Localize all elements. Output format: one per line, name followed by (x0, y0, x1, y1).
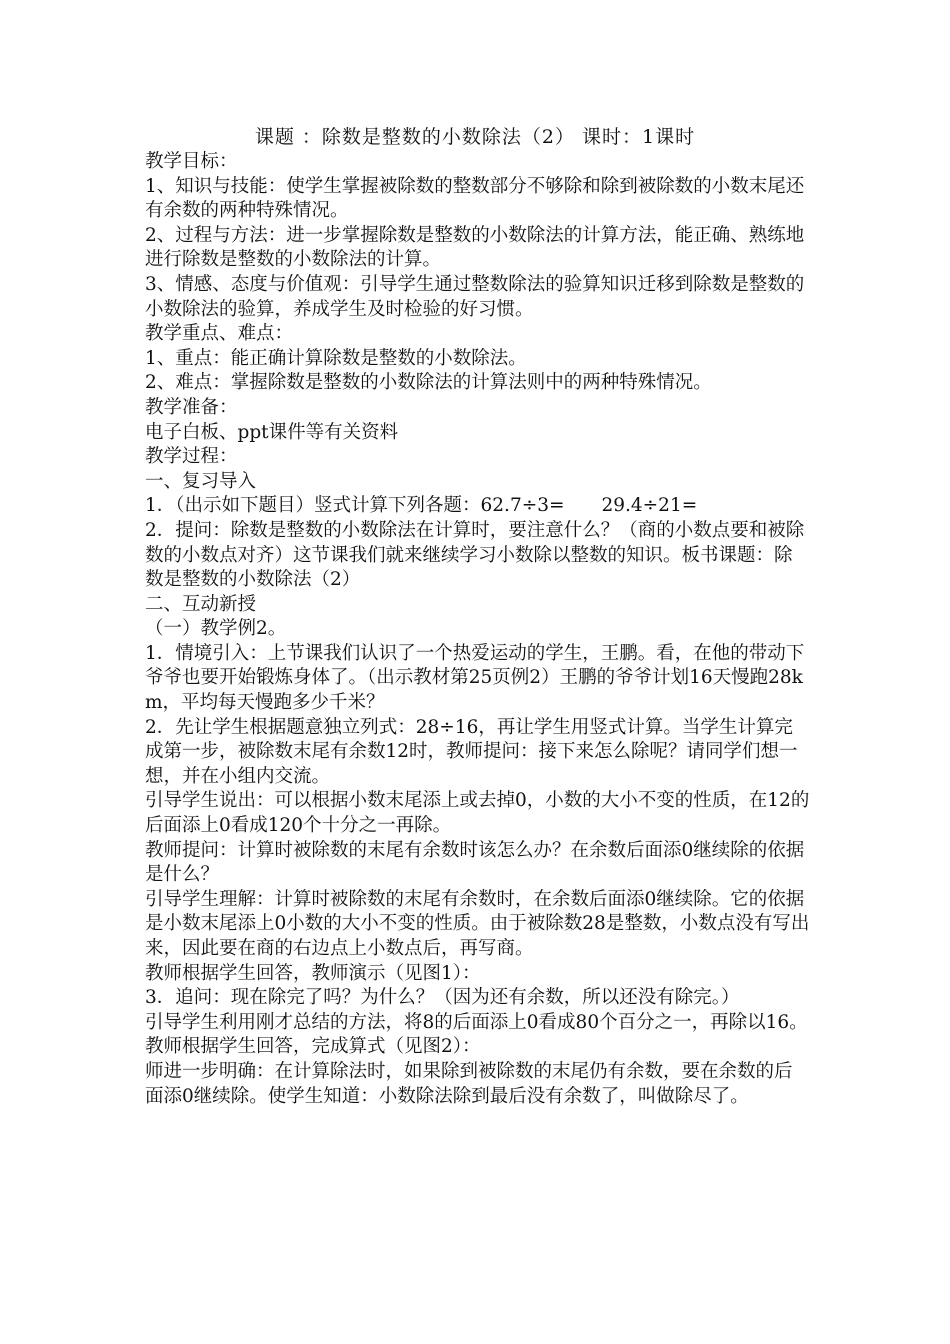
paragraph: 教学重点、难点： (145, 323, 294, 345)
lesson-title: 课题 ：除数是整数的小数除法（2） 课时：1课时 (254, 126, 696, 148)
paragraph: 教学准备： (145, 396, 238, 418)
paragraph: 教师根据学生回答，完成算式（见图2）： (145, 1036, 481, 1058)
paragraph: 师进一步明确：在计算除法时，如果除到被除数的末尾仍有余数，要在余数的后面添0继续除。使学生知道：小数除法除到最后没有余数了，叫做除尽了。 (145, 1060, 793, 1107)
paragraph: 教学目标： (145, 151, 238, 172)
paragraph: 引导学生说出：可以根据小数末尾添上或去掉0，小数的大小不变的性质，在12的后面添上0看成120个十分之一再除。 (145, 790, 810, 837)
paragraph: 教学过程： (145, 446, 238, 468)
paragraph: 二、互动新授 (145, 593, 257, 615)
paragraph: 1、重点：能正确计算除数是整数的小数除法。 (145, 347, 527, 369)
paragraph: 2、过程与方法：进一步掌握除数是整数的小数除法的计算方法，能正确、熟练地进行除数是整数的小数除法的计算。 (145, 224, 805, 271)
paragraph: 引导学生理解：计算时被除数的末尾有余数时，在余数后面添0继续除。它的依据是小数末尾添上0小数的大小不变的性质。由于被除数28是整数，小数点没有写出来，因此要在商的右边点上小数点后，再写商。 (145, 888, 810, 959)
paragraph: 1．情境引入：上节课我们认识了一个热爱运动的学生，王鹏。看，在他的带动下爷爷也要开始锻炼身体了。（出示教材第25页例2）王鹏的爷爷计划16天慢跑28km，平均每天慢跑多少千米？ (145, 642, 805, 714)
paragraph: 2、难点：掌握除数是整数的小数除法的计算法则中的两种特殊情况。 (145, 372, 712, 394)
paragraph: 3、情感、态度与价值观：引导学生通过整数除法的验算知识迁移到除数是整数的小数除法的验算，养成学生及时检验的好习惯。 (145, 273, 805, 320)
paragraph: （一）教学例2。 (145, 618, 287, 640)
paragraph: 电子白板、ppt课件等有关资料 (145, 421, 399, 443)
paragraph: 3．追问：现在除完了吗？为什么？（因为还有余数，所以还没有除完。） (145, 987, 740, 1009)
paragraph: 教师提问：计算时被除数的末尾有余数时该怎么办？在余数后面添0继续除的依据是什么？ (145, 839, 805, 886)
lesson-body (145, 150, 810, 1109)
paragraph: 1、知识与技能：使学生掌握被除数的整数部分不够除和除到被除数的小数末尾还有余数的两种特殊情况。 (145, 175, 805, 222)
paragraph: 1．（出示如下题目）竖式计算下列各题：62.7÷3= 29.4÷21= (145, 495, 698, 517)
paragraph: 教师根据学生回答，教师演示（见图1）： (145, 962, 481, 984)
paragraph: 2．先让学生根据题意独立列式：28÷16，再让学生用竖式计算。当学生计算完成第一步，被除数末尾有余数12时，教师提问：接下来怎么除呢？请同学们想一想，并在小组内交流。 (145, 716, 798, 787)
paragraph: 一、复习导入 (145, 470, 257, 492)
paragraph: 2．提问：除数是整数的小数除法在计算时，要注意什么？（商的小数点要和被除数的小数点对齐）这节课我们就来继续学习小数除以整数的知识。板书课题：除数是整数的小数除法（2） (145, 519, 805, 591)
paragraph: 引导学生利用刚才总结的方法，将8的后面添上0看成80个百分之一，再除以16。 (145, 1011, 808, 1033)
